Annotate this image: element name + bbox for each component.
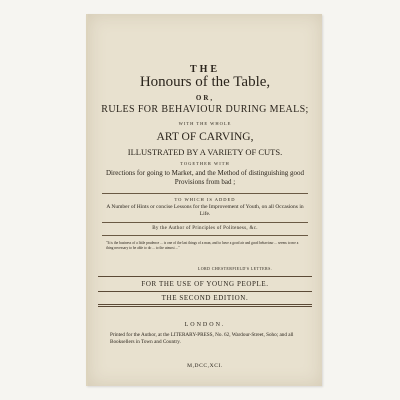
subtitle-rules: RULES FOR BEHAVIOUR DURING MEALS; <box>101 104 309 115</box>
author-line: By the Author of Principles of Politeness, &c. <box>152 226 258 231</box>
divider <box>98 291 312 292</box>
directions-text: Directions for going to Market, and the Method of distinguishing good Provisions from bad ; <box>105 169 305 186</box>
art-of-carving: ART OF CARVING, <box>156 131 254 143</box>
with-the-whole: WITH THE WHOLE <box>178 121 232 126</box>
together-with: TOGETHER WITH <box>180 161 230 166</box>
imprint-text: Printed for the Author, at the LITERARY-PRESS, No. 62, Wardour-Street, Soho; and all Booksellers in Town and Country. <box>110 332 294 345</box>
divider <box>102 235 308 236</box>
main-title: Honours of the Table, <box>139 74 271 90</box>
divider <box>98 306 312 307</box>
title-article: THE <box>189 64 221 75</box>
hints-text: A Number of Hints or concise Lessons for the Improvement of Youth, on all Occasions in Life. <box>106 204 304 217</box>
imprint-date: M,DCC,XCI. <box>187 363 223 369</box>
divider <box>102 193 308 194</box>
edition-line: THE SECOND EDITION. <box>161 294 249 302</box>
divider <box>102 222 308 223</box>
or-connector: OR, <box>195 94 215 102</box>
title-page <box>86 14 322 386</box>
imprint-city: LONDON. <box>184 322 226 328</box>
divider <box>98 304 312 305</box>
epigraph-source: LORD CHESTERFIELD'S LETTERS. <box>197 266 273 271</box>
illustrated-line: ILLUSTRATED BY A VARIETY OF CUTS. <box>127 147 283 157</box>
for-use-line: FOR THE USE OF YOUNG PEOPLE. <box>141 280 269 288</box>
divider <box>98 276 312 277</box>
to-which-is-added: TO WHICH IS ADDED <box>174 197 236 202</box>
epigraph-quote: "It is the business of a little prudence ... is one of the last things of a man, and to have a good air and good behaviour ... seems to me a thing necessary to be able to do ... to the utmost ..." <box>106 241 299 250</box>
